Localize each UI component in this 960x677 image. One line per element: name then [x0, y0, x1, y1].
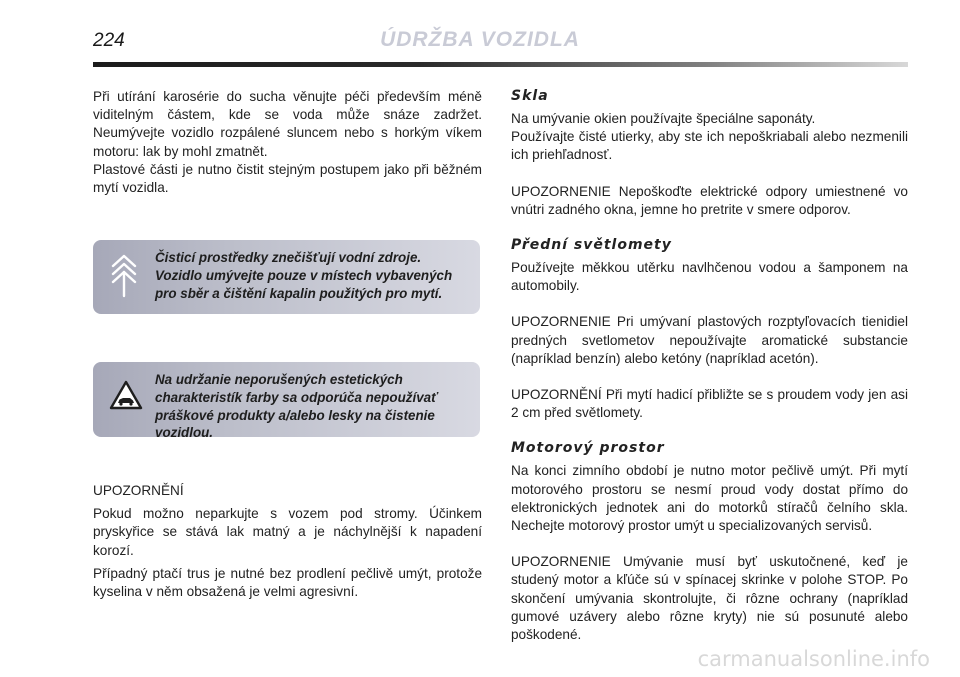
- svetlomety-paragraph-3: UPOZORNĚNÍ Při mytí hadicí přibližte se s proudem vody jen asi 2 cm před světlomety.: [511, 387, 908, 421]
- upozorneni-paragraph-1: Pokud možno neparkujte s vozem pod stromy. Účinkem pryskyřice se stává lak matný a je náchylnější k napadení korozí.: [93, 506, 482, 558]
- heading-predni-svetlomety: Přední světlomety: [511, 237, 672, 254]
- upozorneni-paragraph-2: Případný ptačí trus je nutné bez prodlení pečlivě umýt, protože kyselina v něm obsažená je velmi agresivní.: [93, 565, 482, 600]
- motor-paragraph-1: Na konci zimního období je nutno motor pečlivě umýt. Při mytí motorového prostoru se nesmí proud vody dostat přímo do elektronických jednotek ani do motorků stíračů čelního skla. Nechejte motorový prostor umýt u specializovaných servisů.: [511, 463, 908, 534]
- car-warning-icon: [109, 380, 143, 415]
- heading-motorovy-prostor: Motorový prostor: [511, 440, 665, 457]
- intro-paragraph-1: Při utírání karosérie do sucha věnujte péči především méně viditelným částem, kde se voda může snáze zadržet. Neumývejte vozidlo rozpálené sluncem nebo s horkým víkem motoru: lak by mohl zmatnět.: [93, 89, 482, 159]
- watermark: carmanualsonline.info: [697, 647, 930, 671]
- skla-paragraph-1: Na umývanie okien používajte špeciálne saponáty. Používajte čisté utierky, aby ste ich nepoškriabali alebo nezmenili ich priehľadnosť.: [511, 111, 908, 163]
- header-rule: [93, 62, 908, 67]
- eco-note-text: Čisticí prostředky znečišťují vodní zdroje. Vozidlo umývejte pouze v místech vybavených pro sběr a čištění kapalin použitých pro mytí.: [155, 250, 453, 301]
- motor-paragraph-2: UPOZORNENIE Umývanie musí byť uskutočnené, keď je studený motor a kľúče sú v spínacej skrinke v polohe STOP. Po skončení umývania skontrolujte, či rôzne ochrany (napríklad gumové uzávery alebo rôzne kryty) nie sú posunuté alebo poškodené.: [511, 554, 908, 643]
- svetlomety-paragraph-2: UPOZORNENIE Pri umývaní plastových rozptyľovacích tienidiel predných svetlometov nepoužívajte aromatické substancie (napríklad benzín) alebo ketóny (napríklad acetón).: [511, 314, 908, 366]
- page-number: 224: [93, 30, 125, 51]
- eco-note-box: [93, 240, 480, 314]
- warning-note-box: [93, 362, 480, 441]
- heading-skla: Skla: [511, 88, 549, 104]
- right-column: [511, 88, 908, 644]
- left-column-lower: [93, 482, 482, 601]
- skla-paragraph-2: UPOZORNENIE Nepoškoďte elektrické odpory umiestnené vo vnútri zadného okna, jemne ho pretrite v smere odporov.: [511, 183, 908, 217]
- tree-icon: [109, 252, 139, 305]
- warning-note-text: Na udržanie neporušených estetických charakteristík farby sa odporúča nepoužívať práškové produkty a/alebo lesky na čistenie vozidlou.: [155, 372, 438, 441]
- svetlomety-paragraph-1: Používejte měkkou utěrku navlhčenou vodou a šamponem na automobily.: [511, 260, 908, 294]
- section-title: ÚDRŽBA VOZIDLA: [380, 28, 580, 51]
- upozorneni-label: UPOZORNĚNÍ: [93, 483, 184, 498]
- intro-paragraph-2: Plastové části je nutno čistit stejným postupem jako při běžném mytí vozidla.: [93, 161, 482, 196]
- left-column: [93, 88, 482, 197]
